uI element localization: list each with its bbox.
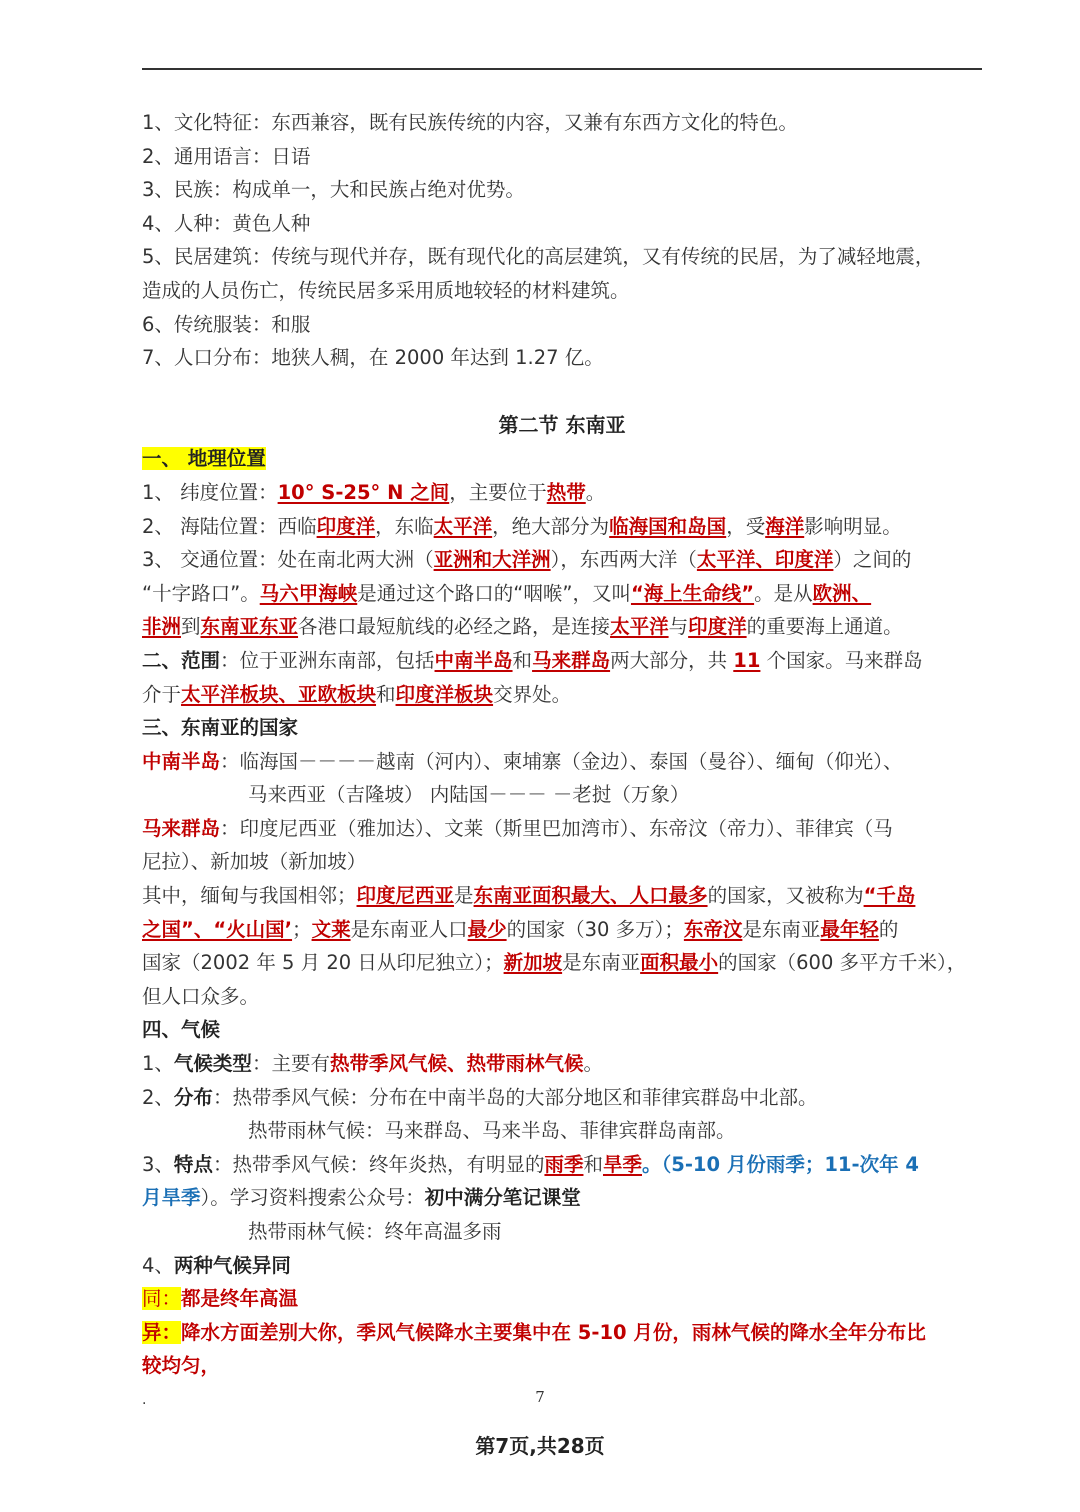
location-line-2 — [142, 510, 982, 544]
text: ：热带季风气候：终年炎热，有明显的 — [212, 1152, 545, 1176]
text: 是通过这个路口的“咽喉”，又叫 — [357, 581, 631, 605]
keyword: “千岛 — [863, 884, 916, 908]
text: 1、 — [142, 1052, 174, 1076]
text: 是东南亚 — [742, 917, 821, 941]
countries-line-6 — [142, 913, 982, 947]
climate-line-5 — [142, 1181, 982, 1215]
text: ）之间的 — [833, 548, 912, 572]
climate-line-8 — [142, 1282, 982, 1316]
climate-line-6: 热带雨林气候：终年高温多雨 — [248, 1220, 502, 1243]
location-line-4 — [142, 577, 982, 611]
japan-line-3: 3、民族：构成单一，大和民族占绝对优势。 — [142, 178, 525, 202]
label: 特点 — [173, 1152, 213, 1176]
location-heading — [142, 442, 982, 476]
keyword: 之国”、“火山国’ — [142, 917, 293, 941]
keyword: 印度洋 — [688, 615, 747, 639]
keyword: 东帝汶 — [683, 917, 743, 941]
text: 和 — [583, 1152, 603, 1176]
text: 的国家，又被称为 — [707, 884, 864, 908]
countries-line-8: 但人口众多。 — [142, 984, 260, 1008]
text: 其中，缅甸与我国相邻； — [142, 884, 357, 908]
climate-line-1 — [142, 1047, 982, 1081]
text: ），东西两大洋（ — [550, 548, 697, 572]
keyword: 雨季 — [544, 1152, 584, 1176]
text: 与 — [668, 615, 689, 639]
text: 3、 — [142, 1152, 174, 1176]
keyword: 旱季 — [602, 1152, 642, 1176]
location-line-5 — [142, 610, 982, 644]
keyword: 中南半岛 — [142, 749, 221, 773]
text: ，主要位于 — [449, 480, 547, 504]
keyword: 欧洲、 — [812, 581, 872, 605]
text: “十字路口”。 — [142, 581, 260, 605]
keyword: 中南半岛 — [434, 648, 513, 672]
text: 2、 海陆位置：西临 — [142, 514, 317, 538]
keyword: “海上生命线” — [630, 581, 755, 605]
footer-dot: . — [142, 1392, 147, 1408]
text: 。 — [585, 480, 606, 504]
text: 4、 — [142, 1253, 174, 1277]
text: 。是从 — [754, 581, 813, 605]
climate-heading: 四、气候 — [142, 1018, 221, 1042]
text: 个国家。马来群岛 — [760, 648, 923, 672]
climate-line-3: 热带雨林气候：马来群岛、马来半岛、菲律宾群岛南部。 — [248, 1119, 736, 1143]
keyword: 马来群岛 — [532, 648, 611, 672]
countries-heading: 三、东南亚的国家 — [142, 716, 299, 740]
text: 的 — [878, 917, 899, 941]
keyword: 热带季风气候、热带雨林气候 — [329, 1052, 584, 1076]
climate-line-9 — [142, 1316, 982, 1350]
keyword: 太平洋 — [610, 615, 669, 639]
keyword: 新加坡 — [503, 951, 563, 975]
page-footer: 第7页,共28页 — [475, 1434, 605, 1458]
text: ，东临 — [375, 514, 434, 538]
account-name: 初中满分笔记课堂 — [424, 1186, 581, 1210]
text: 是 — [454, 884, 474, 908]
keyword: 太平洋、印度洋 — [696, 548, 834, 572]
text: ：临海国－－－－越南（河内）、柬埔寨（金边）、泰国（曼谷）、缅甸（仰光）、 — [220, 749, 903, 773]
range-heading: 二、范围 — [142, 648, 221, 672]
keyword: 都是终年高温 — [181, 1287, 299, 1311]
location-heading-text: 一、 地理位置 — [142, 447, 266, 471]
climate-line-4 — [142, 1148, 982, 1182]
text: 介于 — [142, 682, 182, 706]
text: ，受 — [726, 514, 766, 538]
text: ； — [292, 917, 312, 941]
text: 国家（2002 年 5 月 20 日从印尼独立）； — [142, 951, 504, 975]
climate-line-7 — [142, 1249, 982, 1283]
climate-line-2 — [142, 1081, 982, 1115]
text: 各港口最短航线的必经之路，是连接 — [298, 615, 611, 639]
text: 3、 交通位置：处在南北两大洲（ — [142, 548, 434, 572]
document-body — [142, 106, 982, 1383]
japan-line-6: 造成的人员伤亡，传统民居多采用质地较轻的材料建筑。 — [142, 278, 630, 302]
note: 。（5-10 月份雨季；11-次年 4 — [642, 1152, 919, 1176]
text: 的国家（30 多万）； — [506, 917, 684, 941]
keyword: 印度洋板块 — [395, 682, 494, 706]
spacer — [142, 375, 982, 409]
japan-line-5: 5、民居建筑：传统与现代并存，既有现代化的高层建筑，又有传统的民居，为了减轻地震， — [142, 245, 935, 269]
label: 两种气候异同 — [173, 1253, 291, 1277]
keyword: 东南亚面积最大、人口最多 — [473, 884, 708, 908]
keyword: 太平洋板块、亚欧板块 — [181, 682, 377, 706]
keyword: 印度洋 — [316, 514, 376, 538]
header-rule — [142, 68, 982, 70]
range-line-2 — [142, 678, 982, 712]
text: ）。学习资料搜索公众号： — [200, 1186, 425, 1210]
countries-line-1 — [142, 745, 982, 779]
countries-line-4: 尼拉）、新加坡（新加坡） — [142, 850, 367, 874]
text: 的重要海上通道。 — [746, 615, 903, 639]
japan-line-8: 7、人口分布：地狭人稠，在 2000 年达到 1.27 亿。 — [142, 346, 604, 370]
highlight-label: 同： — [142, 1287, 182, 1311]
highlight-label: 异： — [142, 1320, 182, 1344]
keyword: 文莱 — [311, 917, 351, 941]
keyword: 面积最小 — [640, 951, 719, 975]
keyword: 非洲 — [142, 615, 182, 639]
keyword: 11 — [733, 648, 761, 672]
keyword: 热带 — [546, 480, 586, 504]
keyword: 10° S-25° N 之间 — [277, 480, 450, 504]
text: ：主要有 — [251, 1052, 330, 1076]
japan-line-1: 1、文化特征：东西兼容，既有民族传统的内容，又兼有东西方文化的特色。 — [142, 111, 798, 134]
keyword: 最年轻 — [820, 917, 879, 941]
text: 2、 — [142, 1085, 174, 1109]
page-number: 7 — [535, 1388, 545, 1406]
text: 影响明显。 — [804, 514, 902, 538]
text: 交界处。 — [493, 682, 572, 706]
keyword: 降水方面差别大你，季风气候降水主要集中在 5-10 月份，雨林气候的降水全年分布比 — [181, 1320, 926, 1344]
note: 月旱季 — [142, 1186, 201, 1210]
text: 。 — [583, 1052, 603, 1076]
text: 是东南亚人口 — [350, 917, 468, 941]
keyword: 亚洲和大洋洲 — [433, 548, 551, 572]
text: 的国家（600 多平方千米）， — [718, 951, 967, 975]
section-title: 第二节 东南亚 — [498, 412, 626, 437]
keyword: 海洋 — [765, 514, 805, 538]
keyword: 最少 — [467, 917, 507, 941]
text: 和 — [512, 648, 533, 672]
range-line-1 — [142, 644, 982, 678]
text: ，绝大部分为 — [492, 514, 610, 538]
text: 是东南亚 — [562, 951, 641, 975]
text: 和 — [376, 682, 396, 706]
countries-line-3 — [142, 812, 982, 846]
keyword: 马六甲海峡 — [259, 581, 358, 605]
location-line-3 — [142, 543, 982, 577]
text: 1、 纬度位置： — [142, 480, 278, 504]
japan-line-2: 2、通用语言：日语 — [142, 144, 311, 168]
text: ：热带季风气候：分布在中南半岛的大部分地区和菲律宾群岛中北部。 — [212, 1085, 818, 1109]
countries-line-2: 马来西亚（吉隆坡） 内陆国－－－ －老挝（万象） — [248, 783, 690, 807]
label: 分布 — [173, 1085, 213, 1109]
countries-line-5 — [142, 879, 982, 913]
text: 两大部分，共 — [610, 648, 734, 672]
keyword: 马来群岛 — [142, 816, 221, 840]
keyword: 印度尼西亚 — [356, 884, 455, 908]
text: 到 — [181, 615, 201, 639]
keyword: 太平洋 — [433, 514, 493, 538]
keyword: 临海国和岛国 — [609, 514, 727, 538]
japan-line-4: 4、人种：黄色人种 — [142, 211, 311, 235]
japan-line-7: 6、传统服装：和服 — [142, 312, 311, 336]
climate-line-10: 较均匀， — [142, 1354, 221, 1378]
text: ：位于亚洲东南部，包括 — [220, 648, 435, 672]
label: 气候类型 — [173, 1052, 252, 1076]
text: ：印度尼西亚（雅加达）、文莱（斯里巴加湾市）、东帝汶（帝力）、菲律宾（马 — [220, 816, 893, 840]
keyword: 东南亚东亚 — [200, 615, 299, 639]
location-line-1 — [142, 476, 982, 510]
countries-line-7 — [142, 946, 982, 980]
